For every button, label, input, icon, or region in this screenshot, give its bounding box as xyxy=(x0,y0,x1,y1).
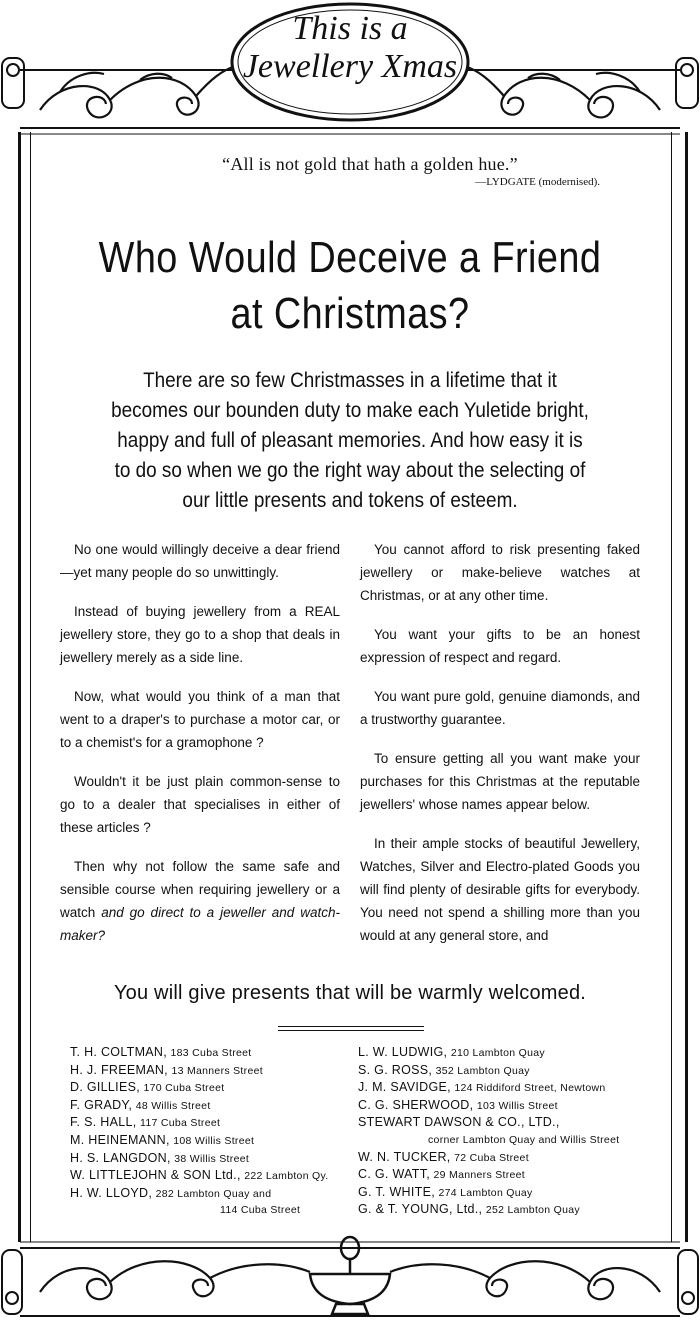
jeweller-entry xyxy=(358,1097,648,1115)
jeweller-address: 103 Willis Street xyxy=(476,1099,558,1112)
jeweller-address-continued: corner Lambton Quay and Willis Street xyxy=(428,1133,620,1146)
jeweller-address: 72 Cuba Street xyxy=(454,1151,529,1164)
jeweller-entry xyxy=(358,1166,648,1184)
headline-line-2: at Christmas? xyxy=(230,289,470,338)
jeweller-address: 48 Willis Street xyxy=(135,1099,211,1112)
right-paragraph: You want your gifts to be an honest expression of respect and regard. xyxy=(360,627,640,665)
epigraph-quote: “All is not gold that hath a golden hue.” xyxy=(222,154,518,174)
intro-paragraph: There are so few Christmasses in a lifetime that it becomes our bounden duty to make each Yuletide bright, happy and full of pleasant memories. And how easy it is to do so when we go the right way about the selecting of our little presents and tokens of esteem. xyxy=(111,369,589,512)
jeweller-name: J. M. SAVIDGE, xyxy=(358,1080,451,1095)
headline xyxy=(92,230,608,342)
jeweller-entry xyxy=(358,1062,648,1080)
jeweller-entry xyxy=(70,1044,360,1062)
jeweller-address: 117 Cuba Street xyxy=(140,1117,221,1130)
footer-scroll-ornament xyxy=(0,1232,700,1329)
jeweller-name: D. GILLIES, xyxy=(70,1080,140,1095)
right-paragraph: In their ample stocks of beautiful Jewellery, Watches, Silver and Electro-plated Goods you will find plenty of desirable gifts for everybody. You need not spend a shilling more than you would at any general store, and xyxy=(360,836,640,943)
jeweller-address: 252 Lambton Quay xyxy=(485,1204,580,1217)
right-paragraph: To ensure getting all you want make your purchases for this Christmas at the reputable jewellers' whose names appear below. xyxy=(360,751,640,812)
left-paragraph: Instead of buying jewellery from a REAL jewellery store, they go to a shop that deals in jewellery merely as a side line. xyxy=(60,604,340,665)
left-paragraph: Wouldn't it be just plain common-sense to go to a dealer that specialises in either of these articles ? xyxy=(60,774,340,835)
jeweller-entry xyxy=(70,1062,360,1080)
jeweller-entry xyxy=(70,1150,360,1168)
jeweller-name: C. G. SHERWOOD, xyxy=(358,1097,474,1112)
left-final-lead: Then why not follow the same safe and sensible course when requiring jewellery or a watch xyxy=(60,859,340,920)
right-paragraph: You cannot afford to risk presenting faked jewellery or make-believe watches at Christmas, or at any other time. xyxy=(360,542,640,603)
jeweller-name: T. H. COLTMAN, xyxy=(70,1045,168,1059)
jeweller-name: G. & T. YOUNG, Ltd., xyxy=(358,1202,483,1217)
jeweller-entry xyxy=(70,1132,360,1150)
jeweller-entry xyxy=(358,1079,648,1097)
jeweller-address: 170 Cuba Street xyxy=(143,1082,225,1095)
left-final-emphasis: and go direct to a jeweller and watch-maker? xyxy=(60,905,340,943)
jeweller-name: S. G. ROSS, xyxy=(358,1062,433,1077)
jeweller-entry xyxy=(358,1201,648,1219)
divider-rule xyxy=(278,1026,424,1027)
left-scroll-end xyxy=(2,58,24,108)
right-column xyxy=(360,538,640,963)
closing-line: You will give presents that will be warmly welcomed. xyxy=(113,982,587,1004)
epigraph-attribution: —LYDGATE (modernised). xyxy=(475,176,600,188)
jeweller-name: W. N. TUCKER, xyxy=(358,1149,451,1164)
jeweller-entry xyxy=(70,1167,360,1185)
right-paragraph: You want pure gold, genuine diamonds, and a trustworthy guarantee. xyxy=(360,689,640,727)
left-paragraph: No one would willingly deceive a dear friend—yet many people do so unwittingly. xyxy=(60,542,340,580)
right-scroll-end xyxy=(676,58,698,108)
jeweller-name: STEWART DAWSON & CO., LTD., xyxy=(358,1115,560,1130)
jeweller-address: 274 Lambton Quay xyxy=(438,1186,533,1199)
jeweller-name: L. W. LUDWIG, xyxy=(358,1045,448,1059)
jeweller-entry xyxy=(70,1079,360,1097)
footer-left-scroll-end xyxy=(2,1250,22,1314)
jeweller-address: 13 Manners Street xyxy=(171,1064,263,1077)
jeweller-name: W. LITTLEJOHN & SON Ltd., xyxy=(70,1168,241,1183)
title-line-1: This is a xyxy=(292,10,408,47)
jeweller-name: H. W. LLOYD, xyxy=(70,1185,153,1200)
jeweller-entry xyxy=(70,1097,360,1115)
jeweller-address: 210 Lambton Quay xyxy=(450,1047,545,1059)
jeweller-address: 29 Manners Street xyxy=(433,1169,526,1182)
jeweller-entry xyxy=(358,1044,648,1062)
jeweller-entry xyxy=(70,1114,360,1132)
jeweller-name: H. J. FREEMAN, xyxy=(70,1062,168,1077)
jeweller-entry xyxy=(358,1184,648,1202)
headline-line-1: Who Would Deceive a Friend xyxy=(98,233,602,282)
jeweller-name: G. T. WHITE, xyxy=(358,1184,435,1199)
jeweller-address: 124 Riddiford Street, Newtown xyxy=(454,1082,606,1095)
jewellers-list-right xyxy=(358,1044,648,1219)
footer-right-scroll-end xyxy=(678,1250,698,1314)
jeweller-entry xyxy=(358,1149,648,1167)
jeweller-name: C. G. WATT, xyxy=(358,1167,431,1182)
left-paragraph: Now, what would you think of a man that went to a draper's to purchase a motor car, or to a chemist's for a gramophone ? xyxy=(60,689,340,750)
jeweller-address: 352 Lambton Quay xyxy=(435,1064,530,1077)
jewellers-list-left xyxy=(70,1044,360,1219)
jeweller-address: 282 Lambton Quay and xyxy=(155,1187,272,1200)
jeweller-name: F. GRADY, xyxy=(70,1097,133,1112)
jeweller-entry xyxy=(358,1114,648,1148)
jeweller-name: F. S. HALL, xyxy=(70,1115,137,1130)
ad-title xyxy=(232,10,468,86)
jeweller-address: 38 Willis Street xyxy=(174,1152,250,1165)
jeweller-address: 222 Lambton Qy. xyxy=(244,1170,329,1183)
jeweller-entry xyxy=(70,1185,360,1219)
title-line-2: Jewellery Xmas xyxy=(242,48,458,85)
jeweller-name: M. HEINEMANN, xyxy=(70,1132,170,1147)
left-paragraph-final xyxy=(60,855,340,947)
jeweller-address: 108 Willis Street xyxy=(173,1134,255,1147)
left-column xyxy=(60,538,340,963)
divider-rule xyxy=(278,1030,424,1031)
jeweller-address-continued: 114 Cuba Street xyxy=(220,1204,301,1217)
jeweller-address: 183 Cuba Street xyxy=(170,1047,252,1059)
jeweller-name: H. S. LANGDON, xyxy=(70,1150,171,1165)
